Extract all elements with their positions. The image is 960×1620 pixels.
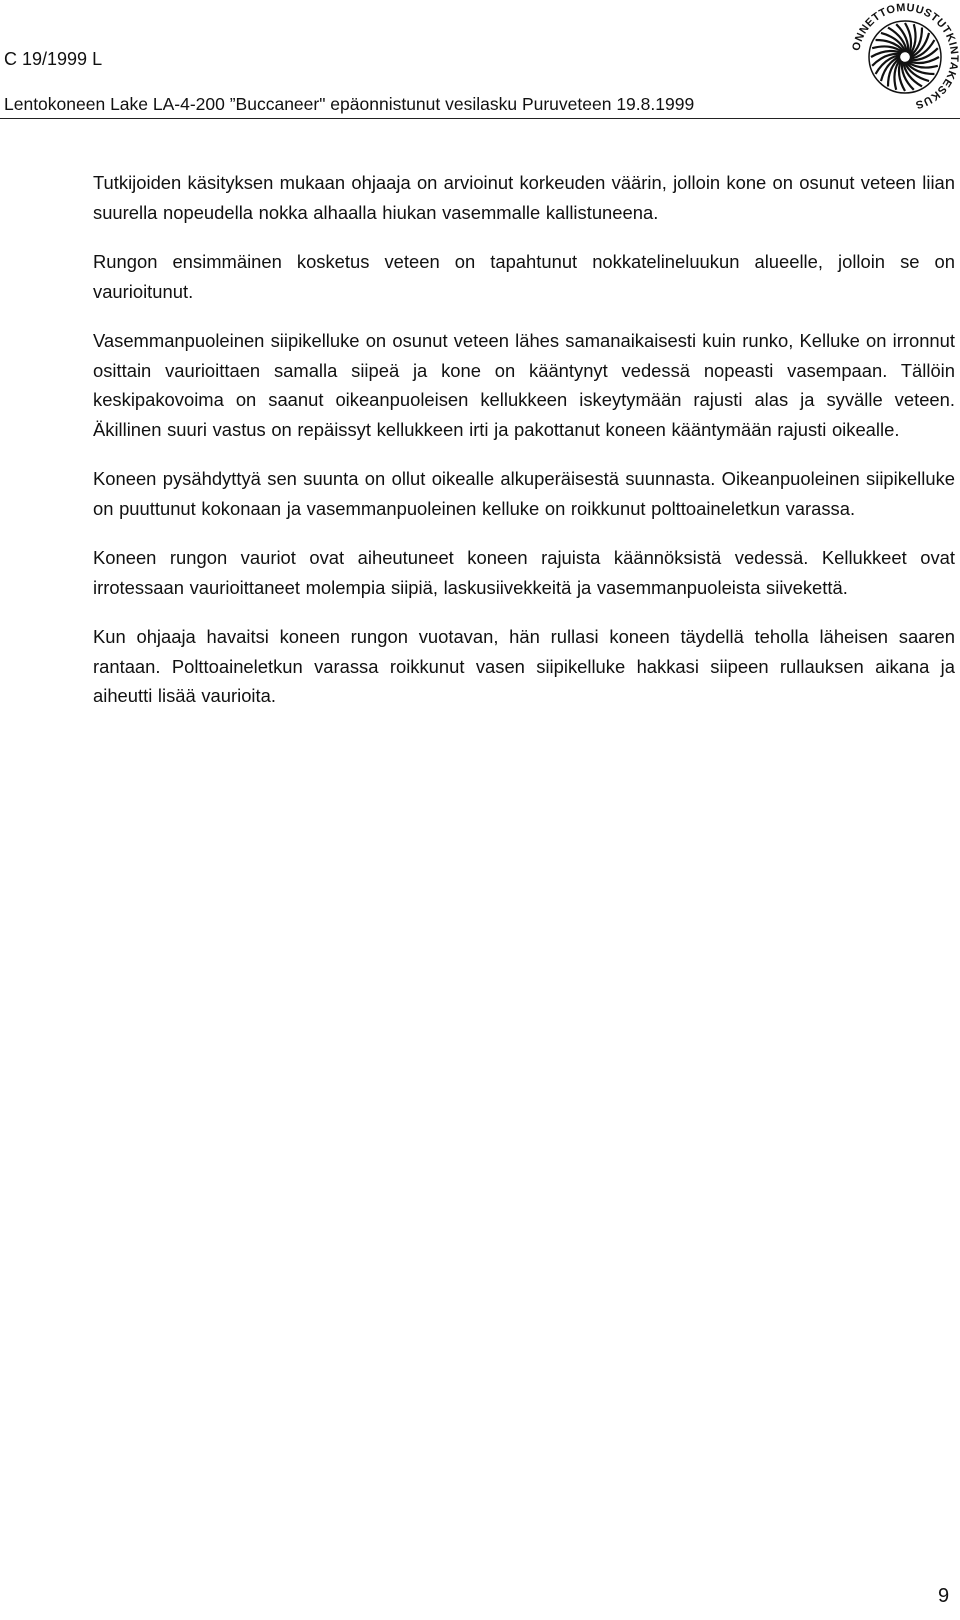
header-divider [0, 118, 960, 119]
document-code: C 19/1999 L [4, 49, 103, 69]
paragraph-4: Koneen pysähdyttyä sen suunta on ollut oikealle alkuperäisestä suunnasta. Oikeanpuoleinen siipikelluke on puuttunut kokonaan ja vasemmanpuoleinen kelluke on roikkunut polttoaineletkun varassa. [93, 468, 955, 519]
page-header [0, 0, 960, 130]
report-body [93, 168, 955, 731]
paragraph-6: Kun ohjaaja havaitsi koneen rungon vuotavan, hän rullasi koneen täydellä teholla läheisen saaren rantaan. Polttoaineletkun varassa roikkunut vasen siipikelluke hakkasi siipeen rullauksen aikana ja aiheutti lisää vaurioita. [93, 626, 955, 706]
page-number: 9 [938, 1585, 950, 1607]
paragraph-2: Rungon ensimmäinen kosketus veteen on tapahtunut nokkatelineluukun alueelle, jolloin se on vaurioitunut. [93, 251, 955, 302]
document-title: Lentokoneen Lake LA-4-200 ”Buccaneer" epäonnistunut vesilasku Puruveteen 19.8.1999 [4, 94, 695, 114]
spiral-seal-icon [850, 2, 960, 112]
paragraph-5: Koneen rungon vauriot ovat aiheutuneet koneen rajuista käännöksistä vedessä. Kellukkeet ovat irrotessaan vaurioittaneet molempia siipiä, laskusiivekkeitä ja vasemmanpuoleista siivekettä. [93, 547, 955, 598]
paragraph-1: Tutkijoiden käsityksen mukaan ohjaaja on arvioinut korkeuden väärin, jolloin kone on osunut veteen liian suurella nopeudella nokka alhaalla hiukan vasemmalle kallistuneena. [93, 172, 955, 223]
paragraph-3: Vasemmanpuoleinen siipikelluke on osunut veteen lähes samanaikaisesti kuin runko, Kelluke on irronnut osittain vaurioittaen samalla siipeä ja kone on kääntynyt vedessä nopeasti vasempaan. Tällöin keskipakovoima on saanut oikeanpuoleisen kellukkeen iskeytymään rajusti alas ja syvälle veteen. Äkillinen suuri vastus on repäissyt kellukkeen irti ja pakottanut koneen kääntymään rajusti oikealle. [93, 330, 955, 440]
logo-text: ONNETTOMUUSTUTKINTAKESKUS [850, 2, 960, 111]
